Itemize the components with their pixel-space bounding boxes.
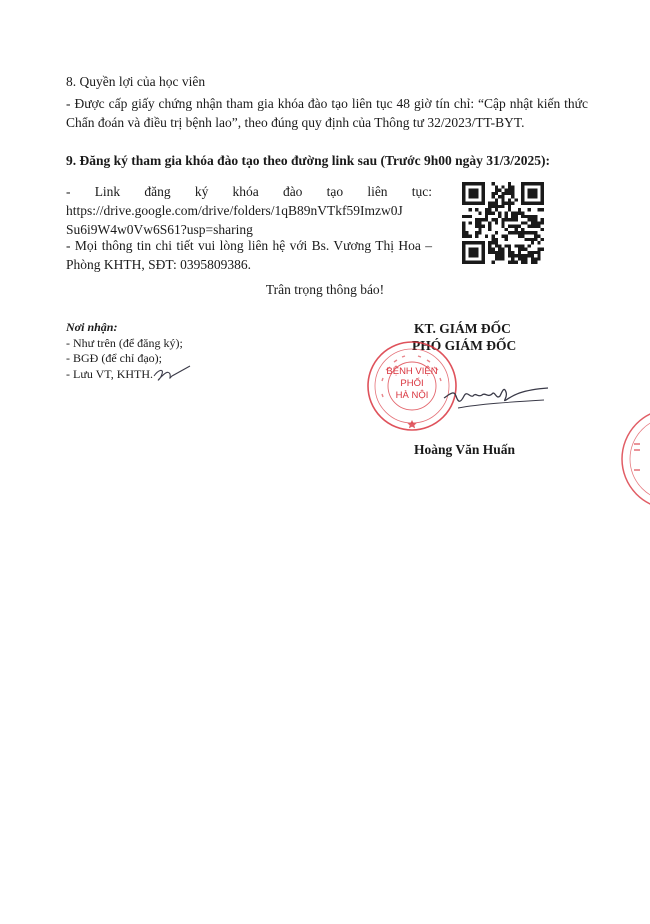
recipients-heading: Nơi nhận: xyxy=(66,320,118,334)
link-word: khóa xyxy=(232,184,259,199)
registration-link-block xyxy=(66,182,432,239)
link-word: đào xyxy=(282,184,303,199)
link-word: tạo xyxy=(326,184,344,199)
seal-line-2: PHỔI xyxy=(400,378,424,389)
recipient-item: - BGĐ (để chỉ đạo); xyxy=(66,351,162,365)
link-word: đăng xyxy=(144,184,171,199)
signer-title-2: PHÓ GIÁM ĐỐC xyxy=(412,338,517,353)
recipient-item: - Như trên (để đăng ký); xyxy=(66,335,183,350)
closing-remark: Trân trọng thông báo! xyxy=(265,282,385,297)
seal-line-3: HÀ NỘI xyxy=(395,390,429,401)
seal-line-1: BỆNH VIỆN xyxy=(386,366,438,377)
signer-title-1: KT. GIÁM ĐỐC xyxy=(414,321,511,336)
handwritten-signature xyxy=(440,368,550,418)
link-word: tục: xyxy=(411,184,432,199)
registration-url-line-2[interactable]: Su6i9W4w0Vw6S61?usp=sharing xyxy=(66,222,253,237)
link-intro-line xyxy=(66,182,432,201)
registration-url-line-1[interactable]: https://drive.google.com/drive/folders/1qB89nVTkf59Imzw0J xyxy=(66,203,403,218)
link-word: ký xyxy=(194,184,209,199)
link-word: - xyxy=(66,184,71,199)
link-word: Link xyxy=(94,184,121,199)
page-edge-seal-icon xyxy=(620,404,650,514)
qr-code-icon[interactable] xyxy=(462,182,544,264)
link-word: liên xyxy=(367,184,388,199)
section-8-title: 8. Quyền lợi của học viên xyxy=(66,74,206,89)
recipient-item: - Lưu VT, KHTH. xyxy=(66,366,154,381)
section-8-body: - Được cấp giấy chứng nhận tham gia khóa đào tạo liên tục 48 giờ tín chỉ: “Cập nhật kiến thức Chẩn đoán và điều trị bệnh lao”, theo đúng quy định của Thông tư 32/2023/TT-BYT. xyxy=(66,96,588,130)
section-9-title: 9. Đăng ký tham gia khóa đào tạo theo đường link sau (Trước 9h00 ngày 31/3/2025): xyxy=(66,153,550,168)
initials-signature xyxy=(152,362,192,384)
signer-name: Hoàng Văn Huấn xyxy=(414,442,516,457)
contact-info: - Mọi thông tin chi tiết vui lòng liên hệ với Bs. Vương Thị Hoa – Phòng KHTH, SĐT: 0395809386. xyxy=(66,238,432,272)
